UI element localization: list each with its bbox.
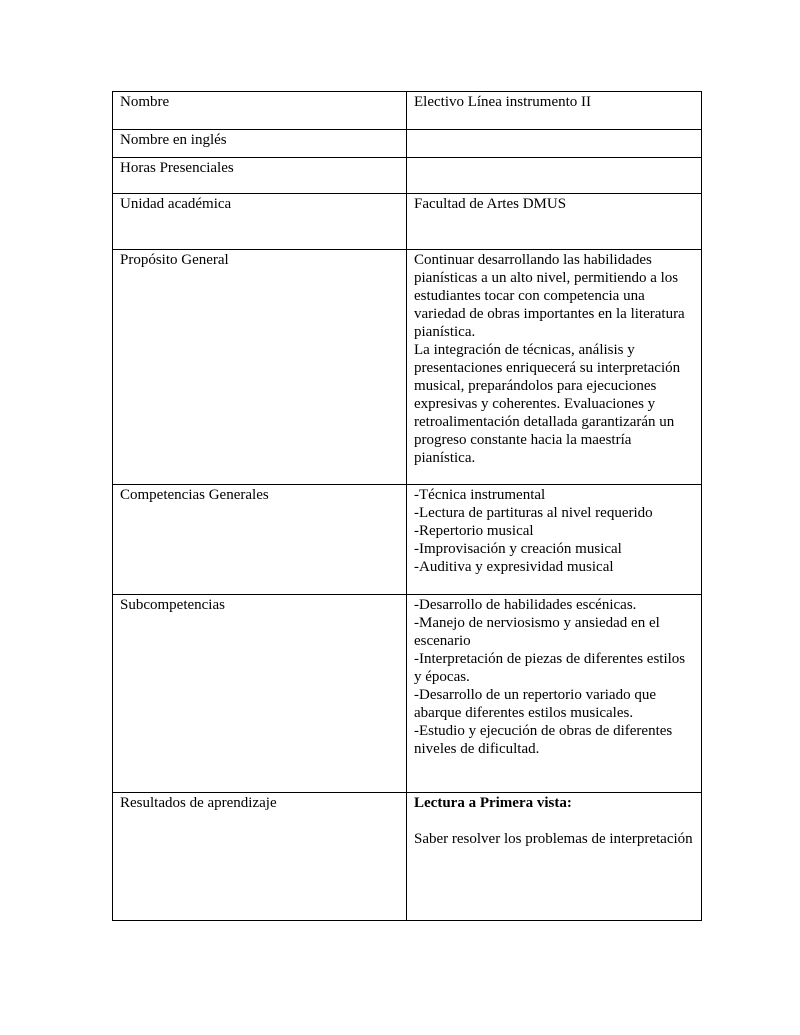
table-row	[113, 595, 702, 793]
table-row	[113, 92, 702, 130]
table-row	[113, 793, 702, 921]
list-item: -Estudio y ejecución de obras de diferentes niveles de dificultad.	[414, 723, 673, 757]
list-item: -Manejo de nerviosismo y ansiedad en el escenario	[414, 615, 660, 649]
list-item: -Auditiva y expresividad musical	[414, 559, 614, 575]
proposito-paragraph: Continuar desarrollando las habilidades pianísticas a un alto nivel, permitiendo a los estudiantes tocar con competencia una variedad de obras importantes en la literatura pianística.	[414, 252, 685, 340]
list-item: -Desarrollo de habilidades escénicas.	[414, 597, 637, 613]
value-nombre-ingles	[407, 130, 702, 158]
value-horas-presenciales	[407, 158, 702, 194]
label-resultados-aprendizaje: Resultados de aprendizaje	[113, 793, 407, 921]
resultados-text: Saber resolver los problemas de interpretación	[414, 831, 693, 847]
table-row	[113, 130, 702, 158]
list-item: -Interpretación de piezas de diferentes estilos y épocas.	[414, 651, 686, 685]
value-proposito-general	[407, 250, 702, 485]
label-competencias-generales: Competencias Generales	[113, 485, 407, 595]
list-item: -Desarrollo de un repertorio variado que abarque diferentes estilos musicales.	[414, 687, 656, 721]
label-proposito-general: Propósito General	[113, 250, 407, 485]
course-info-table	[112, 91, 702, 921]
label-horas-presenciales: Horas Presenciales	[113, 158, 407, 194]
table-row	[113, 250, 702, 485]
label-subcompetencias: Subcompetencias	[113, 595, 407, 793]
list-item: -Lectura de partituras al nivel requerido	[414, 505, 653, 521]
value-competencias-generales	[407, 485, 702, 595]
label-nombre-ingles: Nombre en inglés	[113, 130, 407, 158]
list-item: -Repertorio musical	[414, 523, 534, 539]
list-item: -Técnica instrumental	[414, 487, 546, 503]
label-unidad-academica: Unidad académica	[113, 194, 407, 250]
value-nombre: Electivo Línea instrumento II	[407, 92, 702, 130]
label-nombre: Nombre	[113, 92, 407, 130]
table-row	[113, 194, 702, 250]
resultados-heading: Lectura a Primera vista:	[414, 795, 572, 811]
spacer	[414, 812, 694, 830]
table-row	[113, 158, 702, 194]
proposito-paragraph: La integración de técnicas, análisis y presentaciones enriquecerá su interpretación musical, preparándolos para ejecuciones expresivas y coherentes. Evaluaciones y retroalimentación detallada garantizarán un progreso constante hacia la maestría pianística.	[414, 342, 681, 466]
value-resultados-aprendizaje	[407, 793, 702, 921]
value-subcompetencias	[407, 595, 702, 793]
list-item: -Improvisación y creación musical	[414, 541, 622, 557]
value-unidad-academica: Facultad de Artes DMUS	[407, 194, 702, 250]
table-row	[113, 485, 702, 595]
